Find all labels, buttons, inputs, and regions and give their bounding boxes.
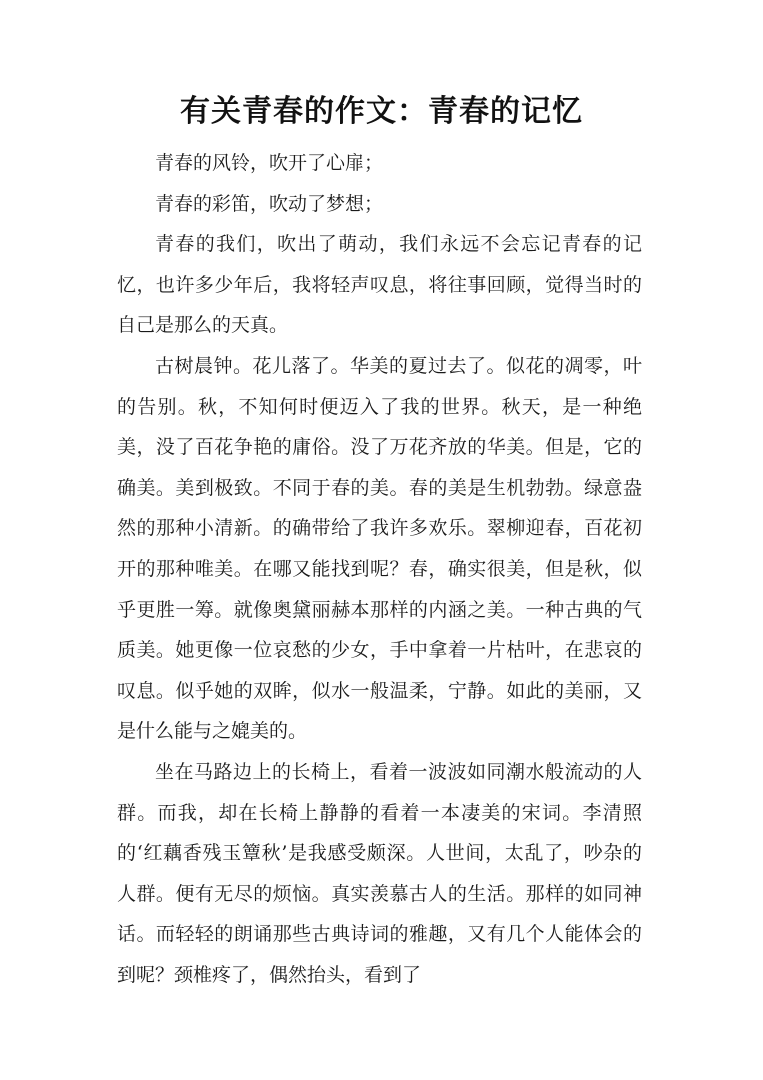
paragraph-3: 青春的我们，吹出了萌动，我们永远不会忘记青春的记忆，也许多少年后，我将轻声叹息，将往事回顾，觉得当时的自己是那么的天真。 [117, 233, 642, 337]
document-body [117, 143, 642, 995]
paragraph-4: 古树晨钟。花儿落了。华美的夏过去了。似花的凋零，叶的告别。秋，不知何时便迈入了我的世界。秋天，是一种绝美，没了百花争艳的庸俗。没了万花齐放的华美。但是，它的确美。美到极致。不同于春的美。春的美是生机勃勃。绿意盎然的那种小清新。的确带给了我许多欢乐。翠柳迎春，百花初开的那种唯美。在哪又能找到呢？春，确实很美，但是秋，似乎更胜一筹。就像奥黛丽赫本那样的内涵之美。一种古典的气质美。她更像一位哀愁的少女，手中拿着一片枯叶，在悲哀的叹息。似乎她的双眸，似水一般温柔，宁静。如此的美丽，又是什么能与之媲美的。 [117, 354, 642, 743]
paragraph-1: 青春的风铃，吹开了心扉； [155, 152, 384, 174]
paragraph-2: 青春的彩笛，吹动了梦想； [155, 192, 384, 215]
paragraph-5: 坐在马路边上的长椅上，看着一波波如同潮水般流动的人群。而我，却在长椅上静静的看着一本凄美的宋词。李清照的‘红藕香残玉簟秋’是我感受颇深。人世间，太乱了，吵杂的人群。便有无尽的烦恼。真实羡慕古人的生活。那样的如同神话。而轻轻的朗诵那些古典诗词的雅趣，又有几个人能体会的到呢？颈椎疼了，偶然抬头，看到了 [117, 760, 642, 986]
document-title: 有关青春的作文：青春的记忆 [180, 94, 583, 129]
